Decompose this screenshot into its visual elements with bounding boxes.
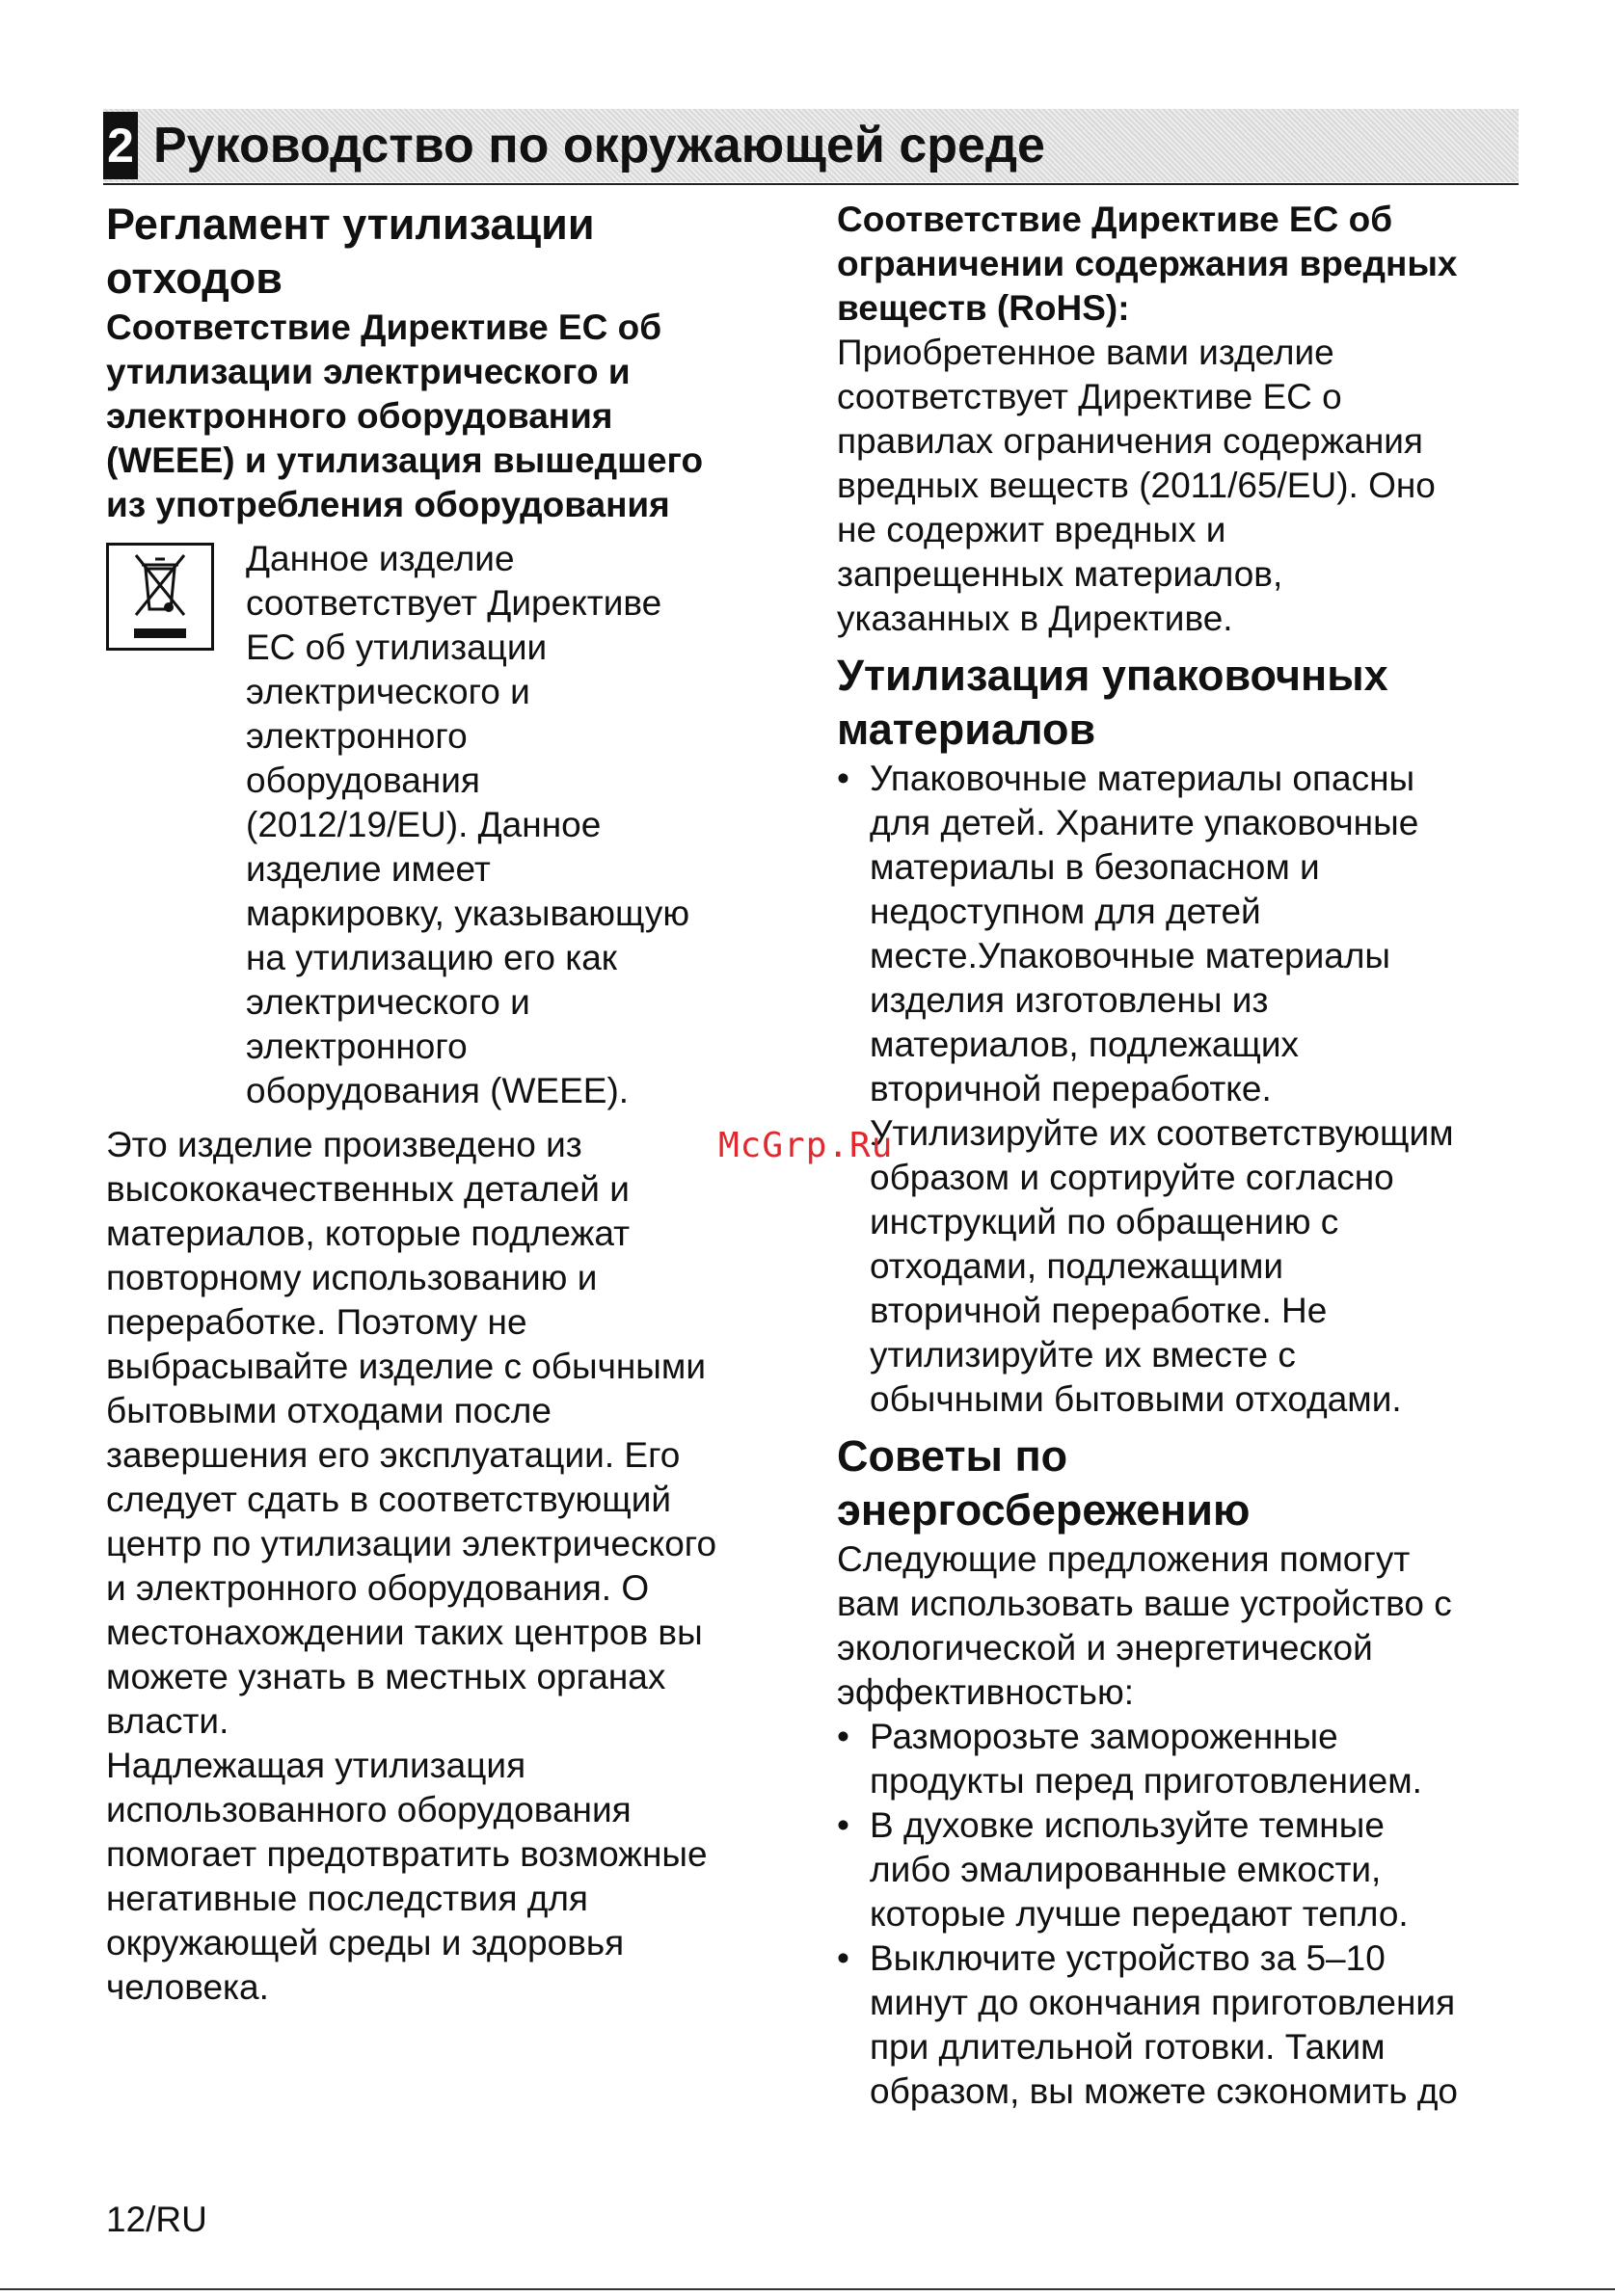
paragraph-energy: Следующие предложения помогут вам использовать ваше устройство с экологической и энергетической эффективностью: bbox=[837, 1539, 1452, 1712]
heading-waste-regulation: Регламент утилизации отходов bbox=[106, 200, 595, 303]
section-number: 2 bbox=[103, 112, 138, 179]
bullet-icon: • bbox=[837, 1805, 849, 1845]
list-item: • Упаковочные материалы опасны для детей. Храните упаковочные материалы в безопасном и недоступном для детей месте.Упаковочные материалы изделия изготовлены из материалов, подлежащих вторичной переработке. Утилизируйте их соответствующим образом и сортируйте согласно инструкций по обращению с отходами, подлежащими вторичной переработке. Не утилизируйте их вместе с обычными бытовыми отходами. bbox=[837, 759, 1454, 1419]
right-column bbox=[837, 198, 1531, 2114]
page-number: 12/RU bbox=[106, 2200, 207, 2239]
bullet-icon: • bbox=[837, 1938, 849, 1978]
paragraph-disposal: Надлежащая утилизация использованного оборудования помогает предотвратить возможные негативные последствия для окружающей среды и здоровья человека. bbox=[106, 1746, 708, 2007]
packaging-list bbox=[837, 757, 1531, 1422]
crossed-out-wheeled-bin-icon bbox=[106, 543, 214, 651]
header-divider bbox=[103, 183, 1519, 185]
list-item: • Выключите устройство за 5–10 минут до окончания приготовления при длительной готовки. Таким образом, вы можете сэкономить до bbox=[837, 1938, 1459, 2111]
page-bottom-divider bbox=[0, 2288, 1615, 2290]
bullet-icon: • bbox=[837, 1717, 849, 1756]
heading-energy-saving: Советы по энергосбережению bbox=[837, 1431, 1251, 1535]
watermark: McGrp.Ru bbox=[718, 1126, 894, 1165]
heading-weee: Соответствие Директиве ЕС об утилизации электрического и электронного оборудования (WEEE) и утилизация вышедшего из употребления оборудования bbox=[106, 307, 704, 524]
weee-description: Данное изделие соответствует Директиве ЕС об утилизации электрического и электронного оборудования (2012/19/EU). Данное изделие имеет маркировку, указывающую на утилизацию его как электрического и электронного оборудования (WEEE). bbox=[246, 539, 690, 1110]
weee-block bbox=[106, 537, 781, 1113]
section-title: Руководство по окружающей среде bbox=[153, 118, 1045, 174]
energy-tips-list bbox=[837, 1715, 1531, 2114]
list-item: • Разморозьте замороженные продукты перед приготовлением. bbox=[837, 1717, 1422, 1801]
left-column bbox=[106, 198, 781, 2010]
list-item: • В духовке используйте темные либо эмалированные емкости, которые лучше передают тепло. bbox=[837, 1805, 1409, 1934]
heading-packaging: Утилизация упаковочных материалов bbox=[837, 651, 1388, 754]
paragraph-materials: Это изделие произведено из высококачественных деталей и материалов, которые подлежат повторному использованию и переработке. Поэтому не выбрасывайте изделие с обычными бытовыми отходами после завершения его эксплуатации. Его следует сдать в соответствующий центр по утилизации электрического и электронного оборудования. О местонахождении таких центров вы можете узнать в местных органах власти. bbox=[106, 1125, 717, 1741]
heading-rohs: Соответствие Директиве ЕС об ограничении содержания вредных веществ (RoHS): bbox=[837, 200, 1458, 328]
bullet-icon: • bbox=[837, 759, 849, 798]
paragraph-rohs: Приобретенное вами изделие соответствует Директиве ЕС о правилах ограничения содержания вредных веществ (2011/65/EU). Оно не содержит вредных и запрещенных материалов, указанных в Директиве. bbox=[837, 333, 1436, 638]
